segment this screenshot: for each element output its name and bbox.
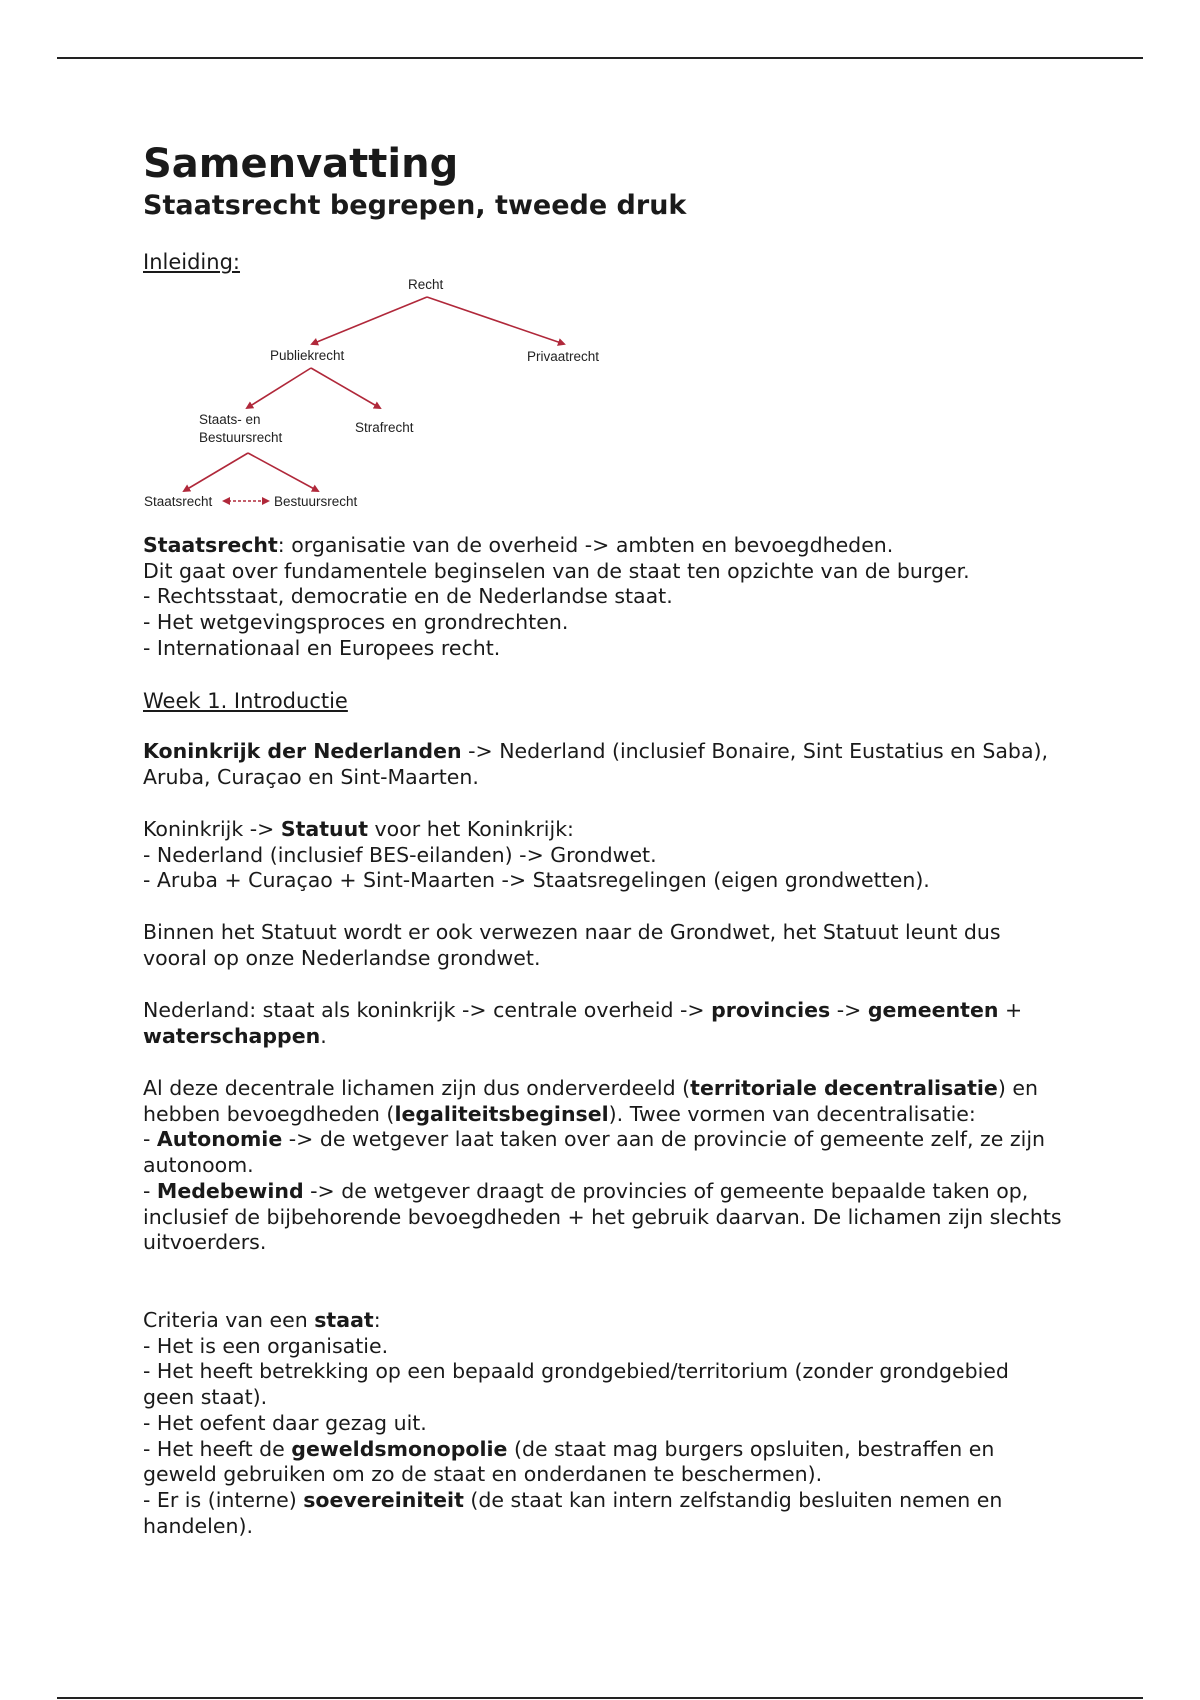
node-strafrecht: Strafrecht — [355, 420, 414, 435]
edge-recht-privaat — [427, 297, 564, 344]
intro-bullet: - Het wetgevingsproces en grondrechten. — [143, 610, 569, 635]
node-staats-en-1: Staats- en — [199, 412, 261, 427]
node-privaatrecht: Privaatrecht — [527, 349, 600, 364]
page-title: Samenvatting — [143, 141, 459, 187]
node-staats-en-2: Bestuursrecht — [199, 430, 283, 445]
node-recht: Recht — [408, 277, 444, 292]
edge-recht-publiek — [312, 297, 427, 344]
term-staat: staat — [314, 1308, 374, 1332]
term-statuut: Statuut — [280, 817, 369, 841]
intro-line: Dit gaat over fundamentele beginselen van de staat ten opzichte van de burger. — [143, 558, 970, 583]
list-item: - Autonomie -> de wetgever laat taken over aan de provincie of gemeente zelf, ze zijn autonoom. — [143, 1127, 1046, 1178]
node-staatsrecht: Staatsrecht — [144, 494, 213, 509]
section-heading-week1: Week 1. Introductie — [143, 689, 348, 713]
list-item: - Het heeft de geweldsmonopolie (de staat mag burgers opsluiten, bestraffen en geweld gebruiken om zo de staat en onderdanen te beschermen). — [143, 1436, 995, 1487]
intro-block — [143, 533, 1063, 662]
paragraph-nederland: Nederland: staat als koninkrijk -> centrale overheid -> provincies -> gemeenten + waterschappen. — [143, 998, 1023, 1048]
page-subtitle: Staatsrecht begrepen, tweede druk — [143, 190, 687, 221]
list-item: - Het heeft betrekking op een bepaald grondgebied/territorium (zonder grondgebied geen staat). — [143, 1359, 1009, 1410]
edge-publiek-staats — [247, 368, 311, 408]
list-item: - Aruba + Curaçao + Sint-Maarten -> Staatsregelingen (eigen grondwetten). — [143, 868, 930, 893]
section-heading-inleiding: Inleiding: — [143, 250, 240, 274]
term-staatsrecht: Staatsrecht — [143, 533, 278, 557]
paragraph-koninkrijk: Koninkrijk der Nederlanden -> Nederland (inclusief Bonaire, Sint Eustatius en Saba), Aruba, Curaçao en Sint-Maarten. — [143, 739, 1049, 789]
bottom-rule — [57, 1697, 1143, 1699]
law-hierarchy-diagram — [140, 273, 620, 513]
paragraph-criteria: Criteria van een staat: - Het is een organisatie. - Het heeft betrekking op een bepaald grondgebied/territorium (zonder grondgebied geen staat). - Het oefent daar gezag uit. - Het heeft de geweldsmonopolie (de staat mag burgers opsluiten, bestraffen en geweld gebruiken om zo de staat en onderdanen te beschermen). - Er is (interne) soevereiniteit (de staat kan intern zelfstandig besluiten nemen en handelen). — [143, 1308, 1063, 1539]
edge-staats-staatsrecht — [184, 453, 248, 491]
intro-bullet: - Rechtsstaat, democratie en de Nederlandse staat. — [143, 584, 673, 609]
edge-publiek-straf — [311, 368, 380, 408]
paragraph-decentralisatie: Al deze decentrale lichamen zijn dus onderverdeeld (territoriale decentralisatie) en hebben bevoegdheden (legaliteitsbeginsel). Twee vormen van decentralisatie: - Autonomie -> de wetgever laat taken over aan de provincie of gemeente zelf, ze zijn autonoom. - Medebewind -> de wetgever draagt de provincies of gemeente bepaalde taken op, inclusief de bijbehorende bevoegdheden + het gebruik daarvan. De lichamen zijn slechts uitvoerders. — [143, 1076, 1062, 1255]
intro-definition: Staatsrecht: organisatie van de overheid -> ambten en bevoegdheden. — [143, 533, 894, 557]
list-item: - Nederland (inclusief BES-eilanden) -> Grondwet. — [143, 842, 657, 867]
list-item: - Medebewind -> de wetgever draagt de provincies of gemeente bepaalde taken op, inclusief de bijbehorende bevoegdheden + het gebruik daarvan. De lichamen zijn slechts uitvoerders. — [143, 1178, 1062, 1255]
term-koninkrijk: Koninkrijk der Nederlanden — [143, 739, 462, 763]
intro-bullet: - Internationaal en Europees recht. — [143, 635, 501, 660]
top-rule — [57, 57, 1143, 59]
node-publiekrecht: Publiekrecht — [270, 348, 345, 363]
list-item: - Het is een organisatie. — [143, 1333, 389, 1358]
edge-staats-bestuursrecht — [248, 453, 318, 491]
list-item: - Het oefent daar gezag uit. — [143, 1410, 427, 1435]
node-bestuursrecht: Bestuursrecht — [274, 494, 358, 509]
paragraph-statuut: Koninkrijk -> Statuut voor het Koninkrijk: - Nederland (inclusief BES-eilanden) -> Grondwet. - Aruba + Curaçao + Sint-Maarten -> Staatsregelingen (eigen grondwetten). — [143, 817, 1063, 894]
list-item: - Er is (interne) soevereiniteit (de staat kan intern zelfstandig besluiten nemen en handelen). — [143, 1487, 1003, 1538]
paragraph-grondwet: Binnen het Statuut wordt er ook verwezen naar de Grondwet, het Statuut leunt dus vooral op onze Nederlandse grondwet. — [143, 920, 1001, 970]
